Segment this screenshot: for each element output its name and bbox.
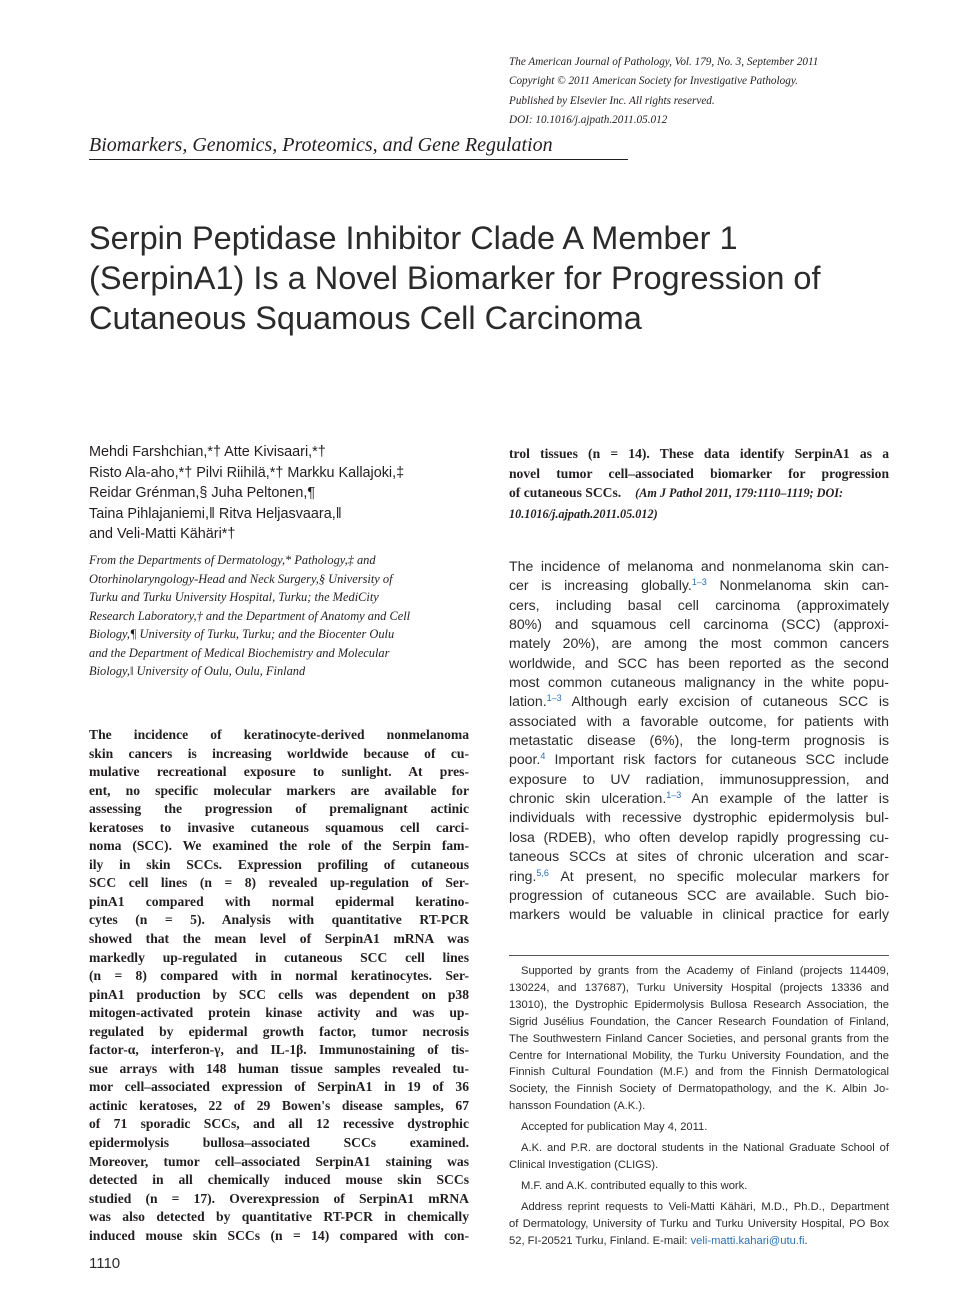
abstract-line: mitogen-activated protein kinase activity and was up- [89, 1005, 469, 1021]
abstract-line [509, 483, 889, 504]
body-line [509, 828, 889, 847]
reference-link[interactable]: 5,6 [536, 867, 549, 878]
body-text-run: metastatic disease (6%), the long-term prognosis is [509, 732, 889, 749]
section-heading: Biomarkers, Genomics, Proteomics, and Gene Regulation [89, 134, 553, 156]
abstract-line: noma (SCC). We examined the role of the Serpin fam- [89, 838, 469, 854]
affiliation-line: Biology,¶ University of Turku, Turku; and the Biocenter Oulu [89, 627, 395, 641]
abstract-line: skin cancers is increasing worldwide because of cu- [89, 745, 469, 761]
body-line [509, 905, 889, 924]
footnotes [509, 963, 889, 1250]
reference-link[interactable]: 1–3 [546, 693, 562, 704]
author-line: Risto Ala-aho,*† Pilvi Riihilä,*† Markku Kallajoki,‡ [89, 464, 405, 481]
abstract-line: pinA1 compared with normal epidermal keratino- [89, 893, 469, 909]
abstract-line: of 71 sporadic SCCs, and all 12 recessive dystrophic [89, 1116, 469, 1132]
abstract-line: pinA1 production by SCC cells was dependent on p38 [89, 986, 469, 1002]
body-text-run: exposure to UV radiation, immunosuppression, and [509, 770, 889, 787]
article-title [89, 218, 909, 338]
reference-link[interactable]: 4 [540, 751, 546, 762]
affiliations [89, 551, 469, 681]
reprint-footnote-cont: of Dermatology, University of Turku and Turku University Hospital, PO Box [509, 1217, 889, 1230]
title-line: Cutaneous Squamous Cell Carcinoma [89, 300, 642, 336]
body-text-run: mately 20%), are among the most common cancers [509, 635, 889, 652]
author-line: and Veli-Matti Kähäri*† [89, 526, 236, 542]
body-text-run: taneous SCCs at sites of chronic ulceration and scar- [509, 848, 889, 865]
abstract-line: Moreover, tumor cell–associated SerpinA1 staining was [89, 1153, 469, 1169]
body-line [509, 654, 889, 673]
journal-doi: DOI: 10.1016/j.ajpath.2011.05.012 [509, 113, 668, 126]
body-text-run: poor. [509, 751, 541, 768]
citation-doi: 10.1016/j.ajpath.2011.05.012) [509, 506, 658, 521]
body-line [509, 576, 889, 595]
body-line [509, 770, 889, 789]
support-line: Sigrid Jusélius Foundation, the Cancer Research Foundation of Finland, [509, 1015, 889, 1028]
abstract-line: was also detected by quantitative RT-PCR in chemically [89, 1209, 469, 1225]
citation-line: (Am J Pathol 2011, 179:1110–1119; DOI: [635, 486, 844, 501]
body-line [509, 673, 889, 692]
abstract-line: SCC cell lines (n = 8) revealed up-regulation of Ser- [89, 875, 469, 891]
abstract-line: showed that the mean level of SerpinA1 mRNA was [89, 931, 469, 947]
support-footnote [509, 963, 889, 1115]
body-text-run: ring. [509, 867, 537, 884]
support-line: 130224, and 137687), Turku University Hospital (projects 13336 and [509, 981, 889, 994]
reference-link[interactable]: 1–3 [691, 577, 707, 588]
body-text-run: cer is increasing globally. [509, 577, 692, 594]
abstract-right-column [509, 444, 889, 524]
students-footnote-cont: Clinical Investigation (CLIGS). [509, 1158, 659, 1171]
author-line: Mehdi Farshchian,*† Atte Kivisaari,*† [89, 444, 326, 460]
body-line [509, 712, 889, 731]
support-line: The Southwestern Finland Cancer Societies, and personal grants from the [509, 1032, 889, 1045]
body-line [509, 808, 889, 827]
body-line [509, 596, 889, 615]
body-text-run: progression of cutaneous SCC are available. Such bio- [509, 886, 889, 903]
title-line: (SerpinA1) Is a Novel Biomarker for Progression of [89, 260, 821, 296]
abstract-line: assessing the progression of premalignant actinic [89, 801, 469, 817]
body-text-run: An example of the latter is [681, 790, 889, 807]
body-text-run: losa (RDEB), who often develop rapidly progressing cu- [509, 828, 889, 845]
abstract-line: (n = 8) compared with in normal keratinocytes. Ser- [89, 968, 469, 984]
abstract-line: sue arrays with 148 human tissue samples revealed tu- [89, 1060, 469, 1076]
body-text-run: most common cutaneous malignancy in the white popu- [509, 674, 889, 691]
abstract-line: factor-α, interferon-γ, and IL-1β. Immunostaining of tis- [89, 1042, 469, 1058]
affiliation-line: Turku and Turku University Hospital, Turku; the MediCity [89, 590, 379, 604]
reprint-period: . [804, 1234, 808, 1247]
abstract-line: cytes (n = 5). Analysis with quantitative RT-PCR [89, 912, 469, 928]
affiliation-line: From the Departments of Dermatology,* Pathology,‡ and [89, 553, 376, 567]
reprint-address: 52, FI-20521 Turku, Finland. E-mail: [509, 1234, 691, 1247]
body-line [509, 615, 889, 634]
abstract-line: regulated by epidermal growth factor, tumor necrosis [89, 1023, 469, 1039]
section-rule [89, 159, 628, 160]
body-line [509, 557, 889, 576]
body-line [509, 789, 889, 808]
body-text-run: cers, including basal cell carcinoma (approximately [509, 596, 889, 613]
abstract-line: detected in all chemically induced mouse skin SCCs [89, 1172, 469, 1188]
affiliation-line: Research Laboratory,† and the Department of Anatomy and Cell [89, 608, 411, 623]
author-line: Taina Pihlajaniemi,‖ Ritva Heljasvaara,‖ [89, 505, 342, 522]
accepted-footnote: Accepted for publication May 4, 2011. [521, 1121, 708, 1134]
abstract-left-column [89, 726, 469, 1245]
author-list [89, 442, 489, 545]
journal-publisher: Published by Elsevier Inc. All rights reserved. [509, 94, 715, 107]
body-text-run: associated with a favorable outcome, for patients with [509, 712, 889, 729]
body-text-run: Important risk factors for cutaneous SCC include [545, 751, 889, 768]
support-line: Supported by grants from the Academy of Finland (projects 114409, [521, 965, 889, 977]
abstract-line: trol tissues (n = 14). These data identify SerpinA1 as a [509, 446, 889, 461]
abstract-line: mulative recreational exposure to sunlight. At pres- [89, 764, 469, 780]
body-text-run: chronic skin ulceration. [509, 790, 667, 807]
support-line: Society, the Finnish Society of Dermatopathology, and the K. Albin Jo- [509, 1083, 889, 1096]
body-line [509, 634, 889, 653]
body-line [509, 750, 889, 769]
abstract-line: studied (n = 17). Overexpression of SerpinA1 mRNA [89, 1190, 469, 1206]
body-text-run: At present, no specific molecular markers for [548, 867, 889, 884]
students-footnote: A.K. and P.R. are doctoral students in the National Graduate School of [521, 1142, 889, 1155]
abstract-line: The incidence of keratinocyte-derived nonmelanoma [89, 727, 469, 742]
abstract-line: ent, no specific molecular markers are available for [89, 782, 469, 798]
body-text-run: Nonmelanoma skin can- [706, 577, 889, 594]
support-line: hansson Foundation (A.K.). [509, 1100, 646, 1113]
support-line: Centre for International Mobility, the Turku University Foundation, and the [509, 1049, 889, 1062]
reprint-footnote: Address reprint requests to Veli-Matti Kähäri, M.D., Ph.D., Department [521, 1200, 889, 1213]
body-text-run: 80%) and squamous cell carcinoma (SCC) (approxi- [509, 616, 889, 633]
email-link[interactable]: veli-matti.kahari@utu.fi [690, 1234, 805, 1247]
abstract-line: markedly up-regulated in cutaneous SCC cell lines [89, 949, 469, 965]
author-line: Reidar Grénman,§ Juha Peltonen,¶ [89, 485, 316, 501]
abstract-last-line: of cutaneous SCCs. [509, 485, 622, 501]
body-text-run: markers would be valuable in clinical practice for early [509, 906, 889, 923]
body-text-run: lation. [509, 693, 547, 710]
reprint-footnote-last [509, 1233, 889, 1250]
body-line [509, 731, 889, 750]
abstract-line: induced mouse skin SCCs (n = 14) compared with con- [89, 1227, 469, 1243]
abstract-line: mor cell–associated expression of SerpinA1 in 19 of 36 [89, 1079, 469, 1095]
body-text-run: individuals with recessive dystrophic epidermolysis bul- [509, 809, 889, 826]
journal-citation: The American Journal of Pathology, Vol. 179, No. 3, September 2011 [509, 56, 819, 68]
abstract-line: novel tumor cell–associated biomarker for progression [509, 465, 889, 481]
abstract-line: epidermolysis bullosa–associated SCCs examined. [89, 1135, 469, 1151]
footnote-rule [509, 955, 889, 956]
page-number: 1110 [89, 1255, 121, 1272]
body-text-run: The incidence of melanoma and nonmelanoma skin can- [509, 558, 889, 574]
affiliation-line: Biology,‖ University of Oulu, Oulu, Finland [89, 664, 306, 678]
abstract-line: actinic keratoses, 22 of 29 Bowen's disease samples, 67 [89, 1097, 469, 1113]
journal-copyright: Copyright © 2011 American Society for Investigative Pathology. [509, 75, 798, 88]
title-line: Serpin Peptidase Inhibitor Clade A Member 1 [89, 220, 738, 256]
body-line [509, 847, 889, 866]
support-line: 13010), the Dystrophic Epidermolysis Bullosa Research Association, the [509, 998, 889, 1011]
abstract-line [509, 504, 889, 525]
body-line [509, 867, 889, 886]
reference-link[interactable]: 1–3 [666, 790, 682, 801]
body-text-run: worldwide, and SCC has been reported as the second [509, 654, 889, 671]
body-line [509, 692, 889, 711]
body-text [509, 557, 889, 925]
affiliation-line: and the Department of Medical Biochemistry and Molecular [89, 645, 390, 660]
affiliation-line: Otorhinolaryngology-Head and Neck Surgery,§ University of [89, 571, 393, 586]
equal-contribution-footnote: M.F. and A.K. contributed equally to this work. [521, 1179, 748, 1192]
support-line: Finnish Cultural Foundation (M.F.) and from the Finnish Dermatological [509, 1066, 889, 1079]
body-text-run: Although early excision of cutaneous SCC is [561, 693, 889, 710]
journal-header [509, 53, 949, 130]
abstract-line: ily in skin SCCs. Expression profiling of cutaneous [89, 856, 469, 872]
abstract-line: keratoses to invasive cutaneous squamous cell carci- [89, 819, 469, 835]
body-line [509, 886, 889, 905]
